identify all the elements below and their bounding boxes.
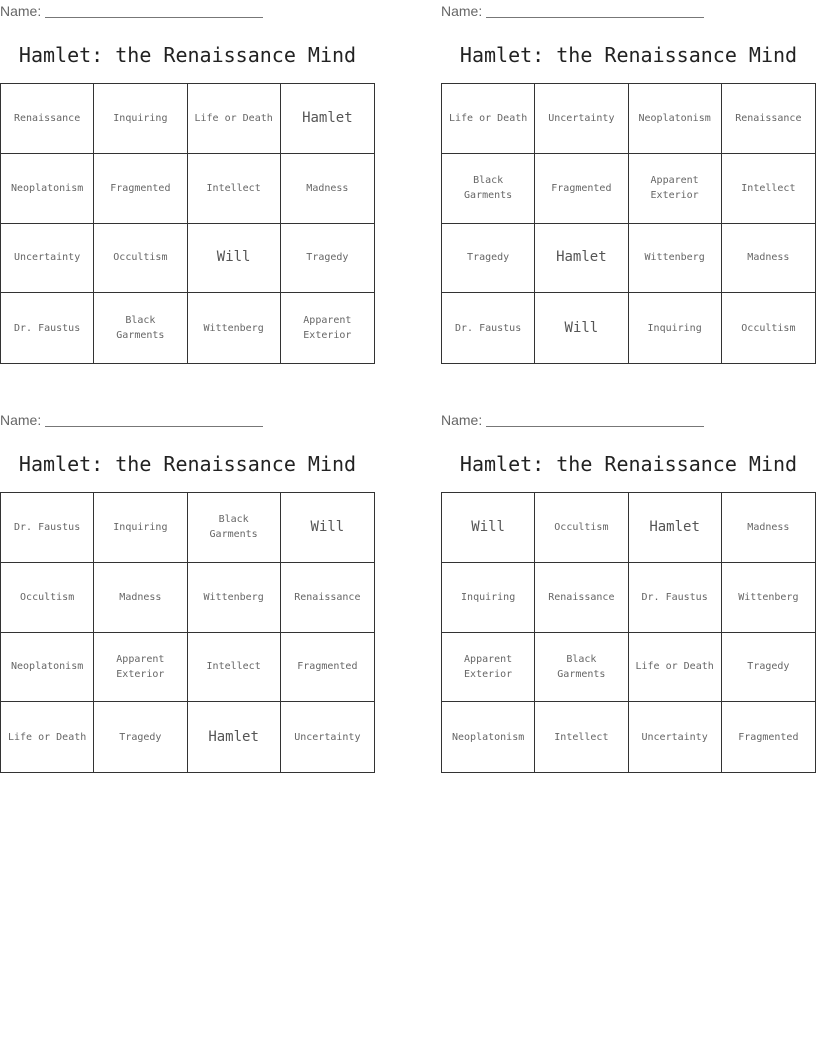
bingo-cell[interactable]: Apparent Exterior bbox=[629, 154, 722, 224]
bingo-cell[interactable]: Neoplatonism bbox=[1, 154, 94, 224]
bingo-cell[interactable]: Inquiring bbox=[94, 493, 187, 563]
bingo-cell[interactable]: Intellect bbox=[188, 633, 281, 703]
bingo-cell[interactable]: Black Garments bbox=[535, 633, 628, 703]
bingo-cell[interactable]: Apparent Exterior bbox=[303, 315, 352, 342]
bingo-cell[interactable]: Will bbox=[188, 224, 281, 294]
bingo-cell[interactable]: Life or Death bbox=[188, 84, 281, 154]
bingo-grid bbox=[441, 492, 816, 773]
bingo-cell[interactable]: Intellect bbox=[535, 702, 628, 772]
bingo-cell[interactable]: Tragedy bbox=[442, 224, 535, 294]
name-blank-line[interactable] bbox=[486, 3, 704, 18]
name-label: Name: bbox=[0, 412, 42, 428]
bingo-cell[interactable]: Renaissance bbox=[535, 563, 628, 633]
bingo-cell[interactable]: Black Garments bbox=[442, 154, 535, 224]
bingo-cell[interactable]: Occultism bbox=[94, 224, 187, 294]
bingo-cell[interactable]: Inquiring bbox=[94, 84, 187, 154]
bingo-cell[interactable]: Intellect bbox=[722, 154, 815, 224]
bingo-cell[interactable]: Wittenberg bbox=[188, 293, 281, 363]
name-blank-line[interactable] bbox=[45, 412, 263, 427]
card-title: Hamlet: the Renaissance Mind bbox=[459, 43, 798, 67]
bingo-cell[interactable]: Renaissance bbox=[281, 563, 374, 633]
name-blank-line[interactable] bbox=[45, 3, 263, 18]
card-title: Hamlet: the Renaissance Mind bbox=[18, 43, 357, 67]
bingo-cell[interactable]: Apparent Exterior bbox=[442, 633, 535, 703]
bingo-cell[interactable]: Will bbox=[442, 493, 535, 563]
bingo-cell[interactable]: Fragmented bbox=[738, 731, 799, 743]
bingo-card-1 bbox=[0, 0, 375, 342]
bingo-cell[interactable]: Intellect bbox=[188, 154, 281, 224]
bingo-cell[interactable]: Hamlet bbox=[281, 84, 374, 154]
bingo-cell[interactable]: Uncertainty bbox=[535, 84, 628, 154]
bingo-cell[interactable]: Dr. Faustus bbox=[1, 293, 94, 363]
bingo-cell[interactable]: Madness bbox=[722, 493, 815, 563]
name-field bbox=[441, 0, 816, 22]
bingo-card-3 bbox=[0, 409, 375, 745]
bingo-cell[interactable]: Tragedy bbox=[94, 702, 187, 772]
bingo-cell[interactable]: Life or Death bbox=[629, 633, 722, 703]
name-label: Name: bbox=[0, 3, 42, 19]
bingo-cell[interactable]: Madness bbox=[94, 563, 187, 633]
bingo-cell[interactable]: Occultism bbox=[1, 563, 94, 633]
bingo-cell[interactable]: Life or Death bbox=[442, 84, 535, 154]
bingo-cell[interactable]: Inquiring bbox=[442, 563, 535, 633]
name-field bbox=[0, 409, 375, 431]
bingo-cell[interactable]: Occultism bbox=[741, 322, 796, 334]
bingo-cell[interactable]: Neoplatonism bbox=[629, 84, 722, 154]
bingo-cell[interactable]: Neoplatonism bbox=[442, 702, 535, 772]
bingo-cell[interactable]: Fragmented bbox=[281, 633, 374, 703]
bingo-grid bbox=[0, 492, 375, 773]
bingo-card-2 bbox=[441, 0, 816, 336]
bingo-cell[interactable]: Tragedy bbox=[281, 224, 374, 294]
bingo-cell[interactable]: Will bbox=[535, 293, 628, 363]
bingo-cell[interactable]: Black Garments bbox=[188, 493, 281, 563]
bingo-grid bbox=[0, 83, 375, 364]
bingo-cell[interactable]: Dr. Faustus bbox=[1, 493, 94, 563]
bingo-cell[interactable]: Occultism bbox=[535, 493, 628, 563]
card-title: Hamlet: the Renaissance Mind bbox=[459, 452, 798, 476]
bingo-cell[interactable]: Fragmented bbox=[535, 154, 628, 224]
bingo-cell[interactable]: Madness bbox=[722, 224, 815, 294]
bingo-cell[interactable]: Uncertainty bbox=[629, 702, 722, 772]
bingo-cell[interactable]: Dr. Faustus bbox=[442, 293, 535, 363]
bingo-cell[interactable]: Uncertainty bbox=[294, 731, 361, 743]
bingo-cell[interactable]: Hamlet bbox=[188, 702, 281, 772]
bingo-cell[interactable]: Wittenberg bbox=[629, 224, 722, 294]
bingo-cell[interactable]: Black Garments bbox=[94, 293, 187, 363]
bingo-cell[interactable]: Neoplatonism bbox=[1, 633, 94, 703]
card-title: Hamlet: the Renaissance Mind bbox=[18, 452, 357, 476]
bingo-grid bbox=[441, 83, 816, 364]
bingo-cell[interactable]: Life or Death bbox=[1, 702, 94, 772]
name-field bbox=[441, 409, 816, 431]
name-label: Name: bbox=[441, 412, 483, 428]
bingo-cell[interactable]: Uncertainty bbox=[1, 224, 94, 294]
bingo-cell[interactable]: Wittenberg bbox=[188, 563, 281, 633]
bingo-cell[interactable]: Hamlet bbox=[629, 493, 722, 563]
bingo-cell[interactable]: Renaissance bbox=[1, 84, 94, 154]
bingo-cell[interactable]: Fragmented bbox=[94, 154, 187, 224]
bingo-cell[interactable]: Dr. Faustus bbox=[629, 563, 722, 633]
bingo-cell[interactable]: Renaissance bbox=[722, 84, 815, 154]
bingo-card-4 bbox=[441, 409, 816, 743]
bingo-cell[interactable]: Tragedy bbox=[722, 633, 815, 703]
name-label: Name: bbox=[441, 3, 483, 19]
bingo-cell[interactable]: Inquiring bbox=[629, 293, 722, 363]
name-field bbox=[0, 0, 375, 22]
bingo-cell[interactable]: Hamlet bbox=[535, 224, 628, 294]
bingo-cell[interactable]: Wittenberg bbox=[722, 563, 815, 633]
bingo-cell[interactable]: Will bbox=[281, 493, 374, 563]
bingo-cell[interactable]: Apparent Exterior bbox=[94, 633, 187, 703]
bingo-cell[interactable]: Madness bbox=[281, 154, 374, 224]
name-blank-line[interactable] bbox=[486, 412, 704, 427]
